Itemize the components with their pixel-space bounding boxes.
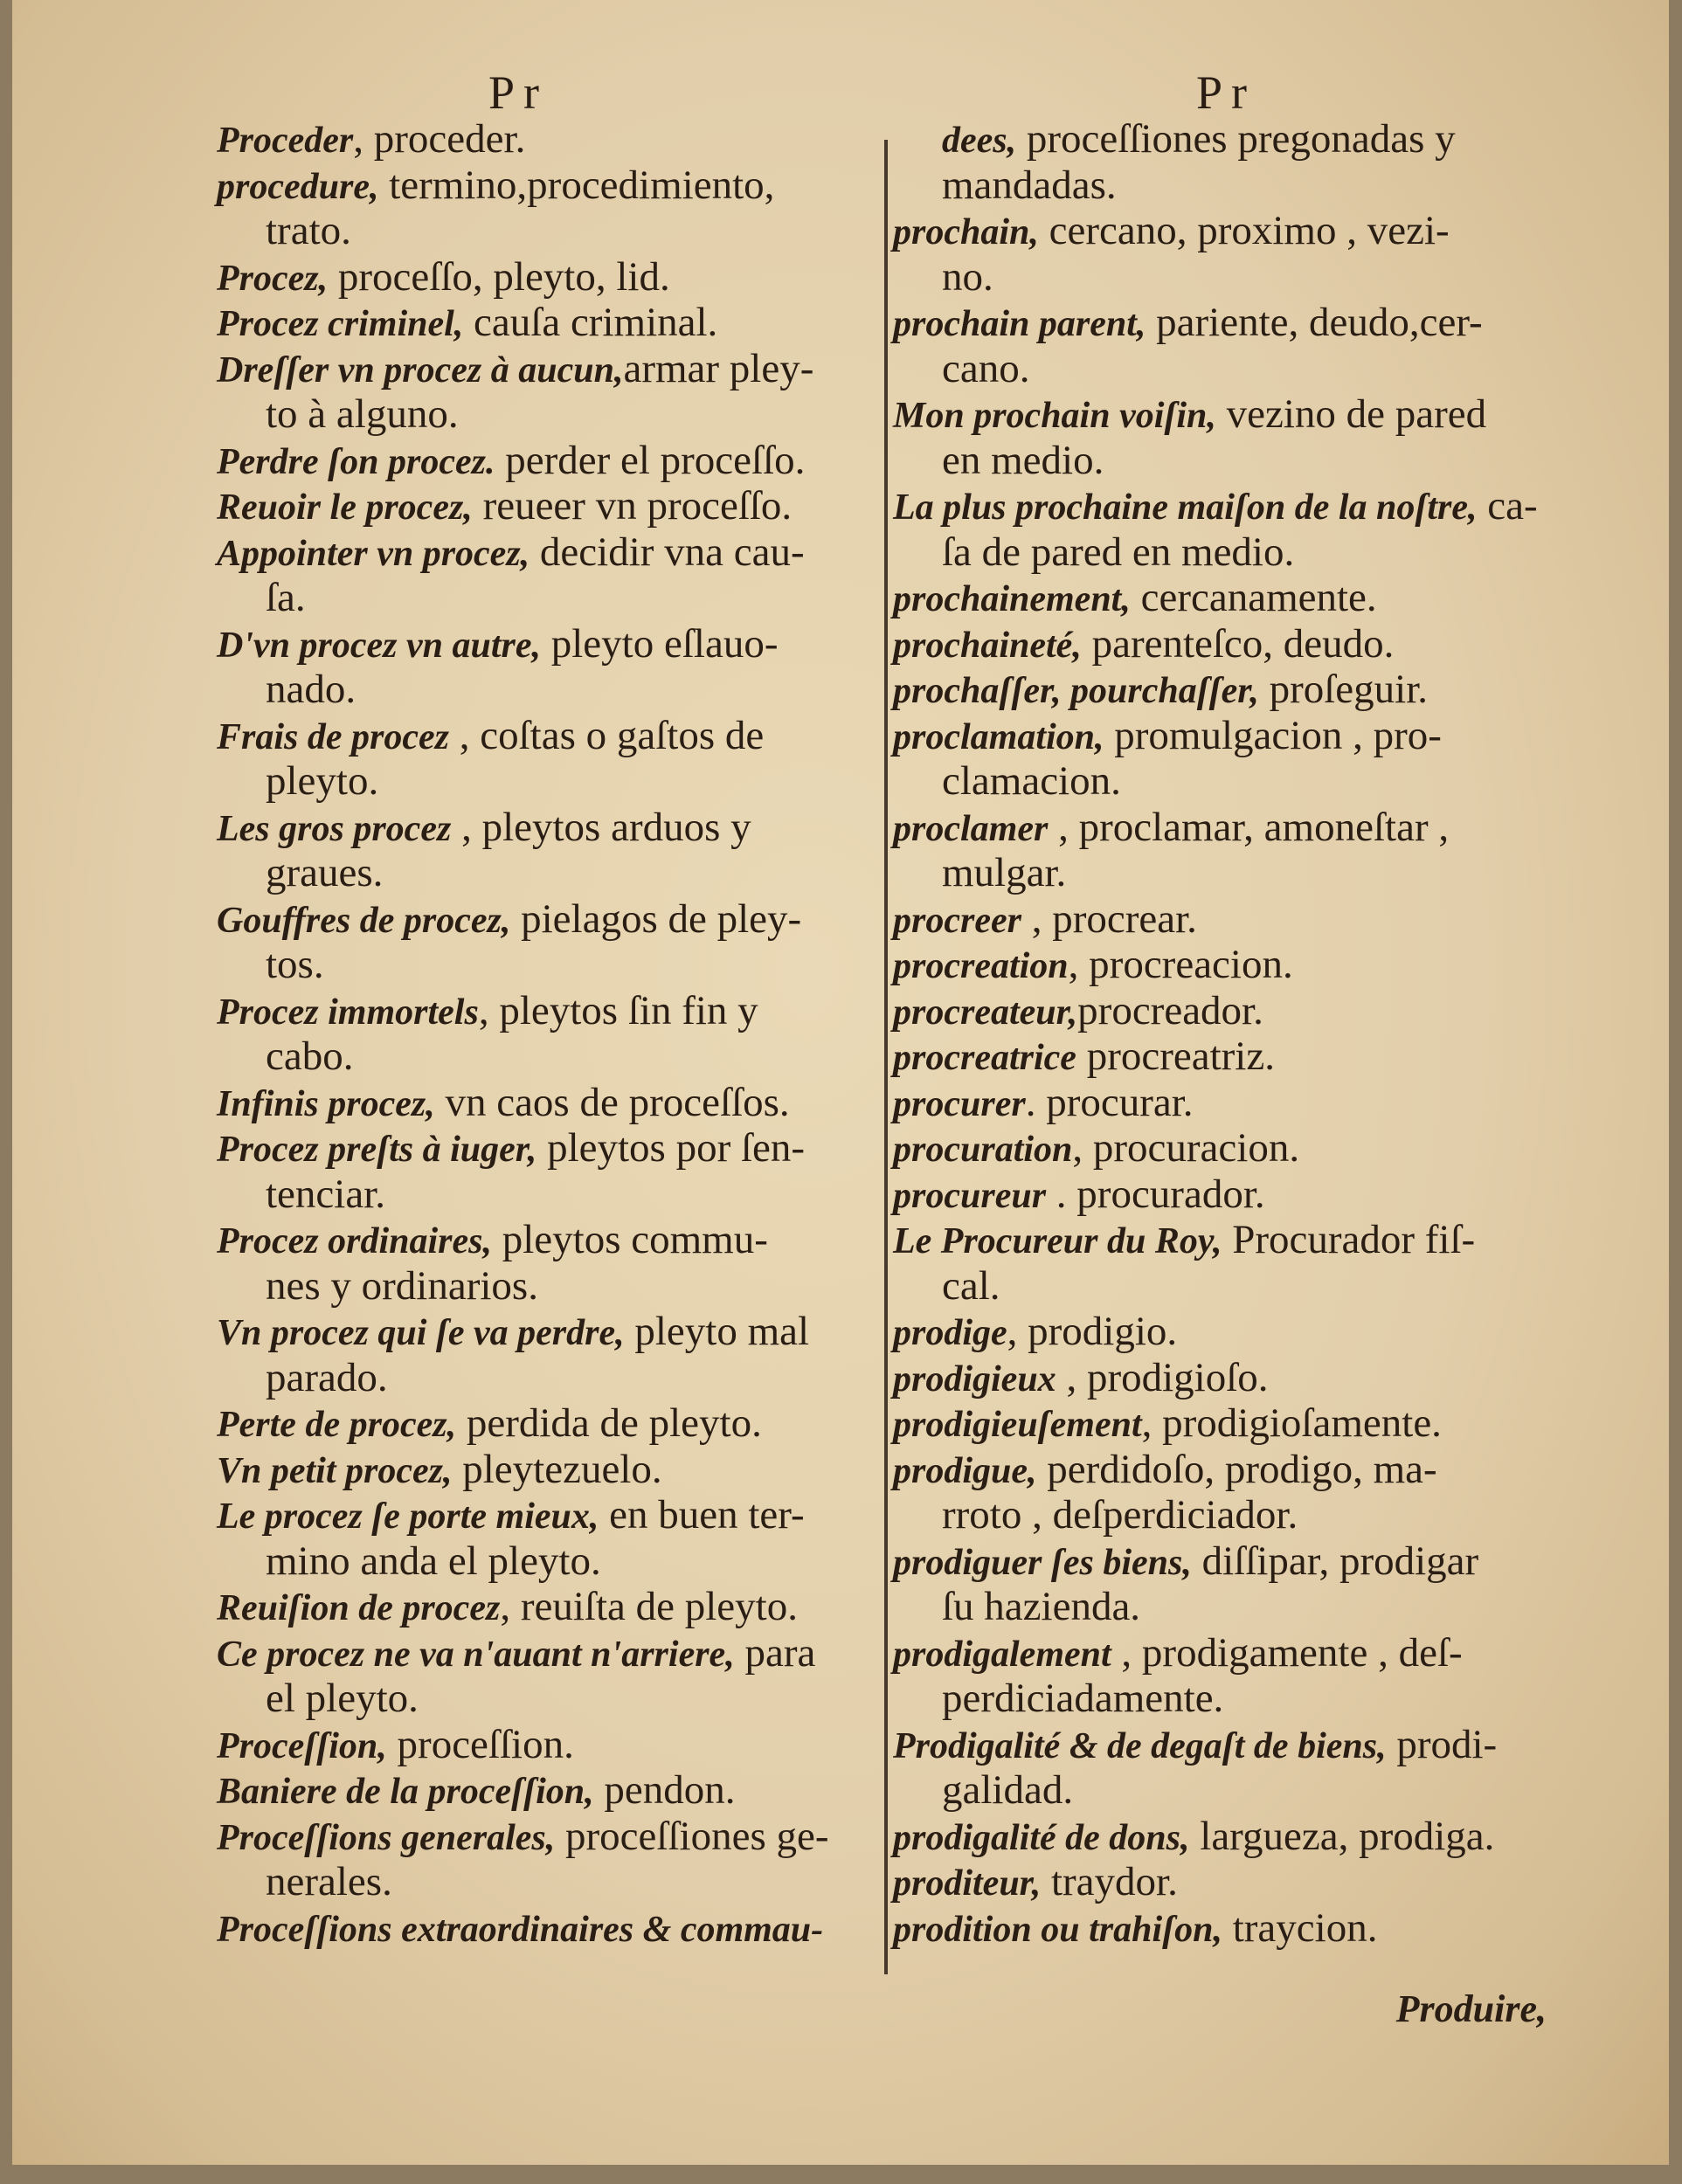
definition: perdidoſo, prodigo, ma- (1036, 1446, 1437, 1492)
definition: , coſtas o gaſtos de (449, 712, 765, 758)
dictionary-line (893, 1584, 1575, 1630)
definition: proceſſiones ge- (555, 1813, 829, 1859)
headword: Vn procez qui ſe va perdre, (217, 1313, 625, 1353)
dictionary-line (217, 1584, 881, 1630)
headword: prodigalité de dons, (893, 1817, 1190, 1858)
definition: nes y ordinarios. (266, 1262, 538, 1309)
definition: , prodigamente , deſ- (1111, 1629, 1463, 1676)
definition: , proceder. (353, 116, 526, 162)
dictionary-line (217, 483, 881, 529)
definition: vezino de pared (1215, 391, 1487, 437)
dictionary-line (893, 1492, 1575, 1538)
dictionary-line (217, 254, 881, 301)
dictionary-line (893, 1033, 1575, 1080)
headword: D'vn procez vn autre, (217, 625, 541, 666)
headword: La plus prochaine maiſon de la noſtre, (893, 487, 1478, 528)
dictionary-line (217, 713, 881, 759)
headword: proclamer (893, 808, 1049, 849)
dictionary-line (217, 1080, 881, 1126)
dictionary-line (217, 1859, 881, 1905)
headword: prochaſſer, pourchaſſer, (893, 671, 1259, 711)
dictionary-line (217, 988, 881, 1034)
definition: , pleytos ſin fin y (478, 987, 758, 1033)
dictionary-line (893, 575, 1575, 621)
definition: tenciar. (266, 1171, 386, 1217)
headword: Procez criminel, (217, 304, 464, 344)
dictionary-line (893, 391, 1575, 438)
definition: to à alguno. (266, 391, 459, 437)
headword: prochaineté, (893, 625, 1082, 666)
dictionary-line (217, 850, 881, 896)
dictionary-line (217, 346, 881, 392)
dictionary-line (893, 1309, 1575, 1355)
definition: pleyto. (266, 758, 379, 804)
definition: ſa de pared en medio. (942, 529, 1295, 575)
dictionary-line (217, 1767, 881, 1814)
headword: procreer (893, 900, 1021, 941)
dictionary-line (217, 1309, 881, 1355)
headword: Perte de procez, (217, 1405, 457, 1445)
column-rule (884, 140, 888, 1974)
dictionary-line (893, 1355, 1575, 1401)
running-head-left: Pr (488, 66, 549, 119)
headword: procedure, (217, 166, 379, 207)
headword: procuration (893, 1130, 1073, 1170)
headword: prodigieux (893, 1358, 1056, 1400)
headword: procreatrice (893, 1038, 1076, 1078)
headword: Proceſſion, (217, 1725, 387, 1766)
headword: Le Procureur du Roy, (893, 1221, 1222, 1261)
definition: ca- (1477, 483, 1538, 529)
headword: procreation (893, 946, 1069, 986)
dictionary-line (893, 1400, 1575, 1447)
dictionary-line (893, 162, 1575, 209)
dictionary-line (217, 621, 881, 667)
dictionary-line (893, 1125, 1575, 1171)
definition: perdida de pleyto. (456, 1400, 762, 1446)
headword: Baniere de la proceſſion, (217, 1772, 594, 1812)
definition: no. (942, 253, 993, 300)
headword: prochainement, (893, 579, 1131, 619)
dictionary-line (217, 1447, 881, 1493)
dictionary-line (217, 438, 881, 484)
dictionary-line (217, 1263, 881, 1310)
definition: termino,procedimiento, (378, 162, 775, 208)
dictionary-line (893, 896, 1575, 943)
headword: Dreſſer vn procez à aucun, (217, 349, 624, 390)
dictionary-line (893, 346, 1575, 392)
definition: pleytos commu- (492, 1217, 768, 1262)
dictionary-line (217, 805, 881, 851)
dictionary-line (217, 1033, 881, 1080)
definition: pariente, deudo,cer- (1146, 300, 1483, 345)
definition: proſeguir. (1258, 667, 1429, 712)
headword: prodigue, (893, 1450, 1037, 1491)
definition: ſu hazienda. (942, 1584, 1141, 1629)
headword: procreateur, (893, 992, 1078, 1033)
dictionary-line (217, 391, 881, 438)
definition: cercano, proximo , vezi- (1038, 208, 1450, 253)
dictionary-line (893, 1767, 1575, 1814)
running-head-right: Pr (1196, 66, 1256, 119)
definition: graues. (266, 850, 384, 895)
definition: rroto , deſperdiciador. (942, 1492, 1298, 1538)
dictionary-line (893, 1722, 1575, 1768)
headword: Procez ordinaires, (217, 1221, 492, 1261)
left-column (217, 116, 881, 1951)
dictionary-line (217, 1355, 881, 1401)
dictionary-line (893, 438, 1575, 484)
definition: , pleytos arduos y (451, 804, 751, 850)
definition: parado. (266, 1354, 388, 1400)
definition: pielagos de pley- (510, 895, 802, 942)
definition: armar pley- (623, 345, 814, 391)
dictionary-line (893, 805, 1575, 851)
definition: promulgacion , pro- (1104, 712, 1442, 758)
dictionary-line (217, 208, 881, 254)
definition: pleytos por ſen- (536, 1125, 806, 1171)
dictionary-line (217, 1400, 881, 1447)
definition: cabo. (266, 1033, 354, 1079)
dictionary-line (217, 300, 881, 346)
headword: Procez preſts à iuger, (217, 1130, 537, 1170)
definition: largueza, prodiga. (1189, 1813, 1495, 1859)
dictionary-line (217, 942, 881, 988)
dictionary-line (217, 529, 881, 576)
dictionary-line (217, 1538, 881, 1585)
dictionary-line (893, 850, 1575, 896)
dictionary-line (893, 1538, 1575, 1585)
definition: , prodigioſamente. (1141, 1400, 1442, 1446)
book-page (12, 0, 1669, 2165)
headword: Appointer vn procez, (217, 533, 530, 574)
dictionary-line (217, 575, 881, 621)
definition: , reuiſta de pleyto. (500, 1584, 798, 1629)
definition: procreador. (1077, 987, 1263, 1033)
headword: Reuiſion de procez (217, 1588, 501, 1628)
dictionary-line (217, 162, 881, 209)
definition: , procrear. (1021, 895, 1197, 942)
definition: cercanamente. (1130, 575, 1377, 620)
definition: el pleyto. (266, 1676, 419, 1721)
definition: en medio. (942, 437, 1104, 483)
definition: , prodigio. (1007, 1309, 1178, 1354)
dictionary-line (217, 1630, 881, 1676)
dictionary-line (893, 1814, 1575, 1860)
definition: traycion. (1222, 1904, 1378, 1951)
definition: proceſſion. (386, 1721, 574, 1767)
definition: traydor. (1041, 1859, 1178, 1904)
headword: prodige (893, 1313, 1007, 1353)
definition: mandadas. (942, 162, 1117, 208)
catchword: Produire, (1395, 1987, 1547, 2030)
dictionary-line (893, 713, 1575, 759)
definition: perdiciadamente. (942, 1676, 1224, 1721)
dictionary-line (893, 529, 1575, 576)
headword: Prodigalité & de degaſt de biens, (893, 1725, 1387, 1766)
definition: pleytezuelo. (452, 1446, 662, 1492)
headword: Gouffres de procez, (217, 900, 511, 941)
headword: dees, (942, 121, 1017, 161)
headword: prochain, (893, 212, 1039, 252)
dictionary-line (893, 1080, 1575, 1126)
definition: . procurador. (1046, 1171, 1265, 1217)
headword: Reuoir le procez, (217, 487, 473, 528)
definition: ſa. (266, 575, 306, 620)
dictionary-line (217, 1814, 881, 1860)
dictionary-line (893, 667, 1575, 713)
definition: procreatriz. (1076, 1033, 1275, 1079)
headword: Mon prochain voiſin, (893, 396, 1216, 436)
dictionary-line (893, 116, 1575, 162)
definition: , procreacion. (1068, 942, 1293, 987)
headword: Le procez ſe porte mieux, (217, 1496, 599, 1537)
headword: Vn petit procez, (217, 1450, 453, 1491)
dictionary-line (217, 1171, 881, 1218)
definition: diſſipar, prodigar (1191, 1538, 1479, 1584)
definition: pleyto mal (624, 1309, 810, 1354)
definition: mulgar. (942, 850, 1067, 895)
dictionary-line (217, 1722, 881, 1768)
dictionary-line (893, 1447, 1575, 1493)
dictionary-line (893, 942, 1575, 988)
dictionary-line (893, 621, 1575, 667)
definition: pleyto eſlauo- (541, 620, 779, 667)
definition: vn caos de proceſſos. (434, 1079, 790, 1125)
dictionary-line (217, 1217, 881, 1263)
headword: prochain parent, (893, 304, 1146, 344)
dictionary-line (217, 667, 881, 713)
dictionary-line (217, 1676, 881, 1722)
definition: parenteſco, deudo. (1081, 620, 1395, 667)
dictionary-line (217, 1905, 881, 1952)
definition: . procurar. (1025, 1079, 1194, 1125)
dictionary-line (217, 1492, 881, 1538)
definition: prodi- (1386, 1721, 1498, 1767)
headword: Infinis procez, (217, 1083, 435, 1124)
headword: Proceſſions generales, (217, 1817, 556, 1858)
definition: pendon. (593, 1767, 736, 1813)
definition: decidir vna cau- (530, 529, 805, 575)
dictionary-line (893, 1630, 1575, 1676)
dictionary-line (893, 208, 1575, 254)
headword: proclamation, (893, 716, 1104, 757)
headword: procureur (893, 1175, 1047, 1216)
headword: Proceſſions extraordinaires & commau- (217, 1909, 824, 1950)
definition: proceſſo, pleyto, lid. (328, 253, 670, 300)
dictionary-line (893, 483, 1575, 529)
definition: cal. (942, 1262, 1000, 1309)
headword: Procez, (217, 258, 329, 299)
dictionary-line (893, 1217, 1575, 1263)
dictionary-line (893, 254, 1575, 301)
dictionary-line (217, 758, 881, 805)
definition: cano. (942, 345, 1030, 391)
dictionary-line (893, 1905, 1575, 1952)
definition: en buen ter- (599, 1492, 805, 1538)
dictionary-line (893, 1171, 1575, 1218)
definition: para (734, 1629, 816, 1676)
headword: Frais de procez (217, 716, 449, 757)
definition: trato. (266, 208, 351, 253)
definition: Procurador fiſ- (1222, 1217, 1476, 1262)
headword: prodigieuſement (893, 1405, 1142, 1445)
definition: reueer vn proceſſo. (472, 483, 793, 529)
definition: nado. (266, 667, 356, 712)
dictionary-line (893, 988, 1575, 1034)
headword: prodiguer ſes biens, (893, 1542, 1192, 1583)
definition: clamacion. (942, 758, 1121, 804)
definition: cauſa criminal. (463, 300, 718, 345)
dictionary-line (893, 758, 1575, 805)
headword: proditeur, (893, 1863, 1042, 1904)
dictionary-line (217, 896, 881, 943)
headword: Perdre ſon procez. (217, 441, 495, 482)
dictionary-line (217, 116, 881, 162)
headword: Ce procez ne va n'auant n'arriere, (217, 1634, 735, 1675)
dictionary-line (217, 1125, 881, 1171)
dictionary-line (893, 1263, 1575, 1310)
definition: , procuracion. (1072, 1125, 1300, 1171)
definition: galidad. (942, 1767, 1074, 1813)
headword: procurer (893, 1083, 1026, 1124)
dictionary-line (893, 1676, 1575, 1722)
headword: Les gros procez (217, 808, 452, 849)
headword: prodigalement (893, 1634, 1111, 1675)
definition: proceſſiones pregonadas y (1016, 116, 1456, 162)
definition: perder el proceſſo. (495, 437, 806, 483)
definition: , prodigioſo. (1056, 1354, 1269, 1400)
right-column (893, 116, 1575, 1951)
headword: Procez immortels (217, 992, 479, 1033)
dictionary-line (893, 300, 1575, 346)
definition: , proclamar, amoneſtar , (1048, 804, 1450, 850)
definition: mino anda el pleyto. (266, 1538, 601, 1584)
headword: prodition ou trahiſon, (893, 1909, 1222, 1950)
definition: tos. (266, 942, 324, 987)
definition: nerales. (266, 1859, 392, 1904)
dictionary-line (893, 1859, 1575, 1905)
headword: Proceder (217, 121, 354, 161)
